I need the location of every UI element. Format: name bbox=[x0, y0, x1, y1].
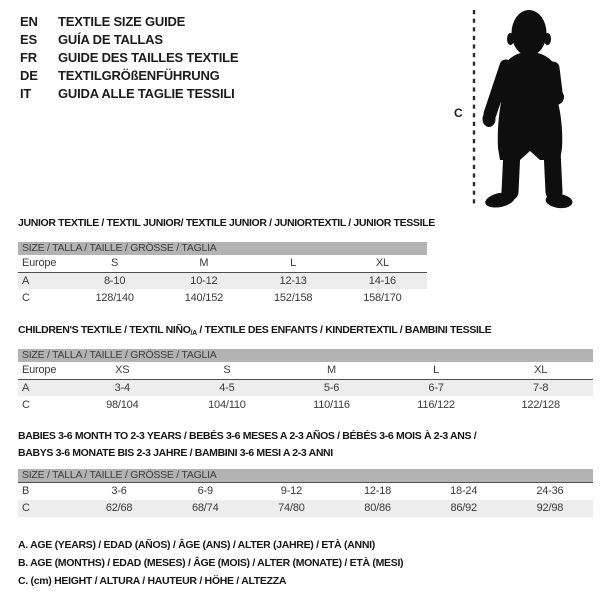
table-row bbox=[18, 362, 593, 379]
cell: 74/80 bbox=[248, 500, 334, 517]
cell: 5-6 bbox=[279, 379, 384, 396]
lang-row-en bbox=[20, 13, 238, 31]
title-text: CHILDREN'S TEXTILE / TEXTIL NIÑO bbox=[18, 324, 191, 336]
cell: 14-16 bbox=[338, 272, 427, 289]
row-label: C bbox=[18, 500, 76, 517]
lang-title: GUÍA DE TALLAS bbox=[58, 32, 163, 47]
table-row bbox=[18, 289, 427, 306]
row-label: Europe bbox=[22, 364, 57, 377]
title-text: / TEXTILE DES ENFANTS / KINDERTEXTIL / BAMBINI TESSILE bbox=[196, 324, 492, 336]
row-label: A bbox=[18, 272, 70, 289]
cell: 12-18 bbox=[334, 483, 420, 500]
lang-title: GUIDA ALLE TAGLIE TESSILI bbox=[58, 86, 235, 101]
table-row bbox=[18, 500, 593, 517]
lang-row-es bbox=[20, 31, 238, 49]
row-label: B bbox=[18, 483, 76, 500]
table-row bbox=[18, 396, 593, 413]
table-row bbox=[18, 483, 593, 500]
cell: 98/104 bbox=[106, 398, 139, 411]
cell: XL bbox=[375, 257, 389, 270]
cell: 80/86 bbox=[334, 500, 420, 517]
height-measure-label: C bbox=[454, 106, 463, 120]
row-label: C bbox=[22, 291, 30, 304]
row-label: C bbox=[22, 398, 30, 411]
cell: 110/116 bbox=[313, 398, 350, 411]
lang-title: GUIDE DES TAILLES TEXTILE bbox=[58, 50, 239, 65]
lang-code: ES bbox=[20, 32, 37, 47]
cell: 4-5 bbox=[175, 379, 280, 396]
table-row bbox=[18, 255, 427, 272]
cell: 152/158 bbox=[273, 291, 313, 304]
cell: S bbox=[223, 364, 231, 377]
title-line-2: BABYS 3-6 MONATE BIS 2-3 JAHRE / BAMBINI 3-6 MESI A 2-3 ANNI bbox=[18, 447, 333, 459]
row-label: A bbox=[18, 379, 70, 396]
lang-code: EN bbox=[20, 14, 38, 29]
cell: 62/68 bbox=[76, 500, 162, 517]
cell: 92/98 bbox=[507, 500, 593, 517]
lang-row-it bbox=[20, 85, 238, 103]
cell: M bbox=[327, 364, 336, 377]
cell: 18-24 bbox=[421, 483, 507, 500]
junior-size-table bbox=[18, 242, 427, 306]
footnote-c: C. (cm) HEIGHT / ALTURA / HAUTEUR / HÖHE / ALTEZZA bbox=[18, 575, 287, 587]
lang-row-fr bbox=[20, 49, 238, 67]
cell: S bbox=[111, 257, 119, 270]
title-subscript: /A bbox=[190, 330, 197, 337]
cell: M bbox=[199, 257, 209, 270]
lang-row-de bbox=[20, 67, 238, 85]
cell: 8-10 bbox=[70, 272, 159, 289]
table-row bbox=[18, 272, 427, 289]
cell: L bbox=[290, 257, 297, 270]
cell: 10-12 bbox=[159, 272, 248, 289]
cell: 24-36 bbox=[507, 483, 593, 500]
cell: 122/128 bbox=[521, 398, 560, 411]
children-size-table bbox=[18, 349, 593, 413]
children-table-title bbox=[18, 323, 598, 341]
lang-title: TEXTILE SIZE GUIDE bbox=[58, 14, 186, 29]
cell: 7-8 bbox=[488, 379, 593, 396]
cell: 3-6 bbox=[76, 483, 162, 500]
height-figure bbox=[430, 0, 600, 230]
cell: 3-4 bbox=[70, 379, 175, 396]
cell: 86/92 bbox=[421, 500, 507, 517]
babies-size-table bbox=[18, 469, 593, 517]
cell: XS bbox=[115, 364, 130, 377]
lang-code: IT bbox=[20, 86, 32, 101]
footnote-a: A. AGE (YEARS) / EDAD (AÑOS) / ÂGE (ANS) / ALTER (JAHRE) / ETÀ (ANNI) bbox=[18, 539, 375, 551]
footnote-b: B. AGE (MONTHS) / EDAD (MESES) / ÂGE (MOIS) / ALTER (MONATE) / ETÀ (MESI) bbox=[18, 557, 404, 569]
cell: 104/110 bbox=[208, 398, 246, 411]
cell: 68/74 bbox=[162, 500, 248, 517]
babies-table-title bbox=[18, 428, 598, 462]
footnote-block bbox=[18, 536, 403, 590]
lang-code: DE bbox=[20, 68, 38, 83]
cell: 140/152 bbox=[184, 291, 224, 304]
table-row bbox=[18, 379, 593, 396]
cell: 158/170 bbox=[363, 291, 402, 304]
row-label: Europe bbox=[22, 257, 57, 270]
language-title-block bbox=[20, 13, 238, 103]
cell: 12-13 bbox=[249, 272, 338, 289]
title-line-1: BABIES 3-6 MONTH TO 2-3 YEARS / BEBÉS 3-6 MESES A 2-3 AÑOS / BÉBÉS 3-6 MOIS À 2-3 ANS / bbox=[18, 430, 477, 442]
junior-table-title: JUNIOR TEXTILE / TEXTIL JUNIOR/ TEXTILE JUNIOR / JUNIORTEXTIL / JUNIOR TESSILE bbox=[18, 217, 435, 229]
cell: 128/140 bbox=[95, 291, 134, 304]
size-header-bar: SIZE / TALLA / TAILLE / GRÖSSE / TAGLIA bbox=[18, 469, 593, 482]
cell: 6-7 bbox=[384, 379, 489, 396]
lang-title: TEXTILGRÖßENFÜHRUNG bbox=[58, 68, 220, 83]
cell: XL bbox=[534, 364, 548, 377]
lang-code: FR bbox=[20, 50, 37, 65]
cell: 9-12 bbox=[248, 483, 334, 500]
cell: 116/122 bbox=[417, 398, 455, 411]
size-header-bar: SIZE / TALLA / TAILLE / GRÖSSE / TAGLIA bbox=[18, 242, 427, 255]
cell: L bbox=[433, 364, 440, 377]
cell: 6-9 bbox=[162, 483, 248, 500]
size-header-bar: SIZE / TALLA / TAILLE / GRÖSSE / TAGLIA bbox=[18, 349, 593, 362]
